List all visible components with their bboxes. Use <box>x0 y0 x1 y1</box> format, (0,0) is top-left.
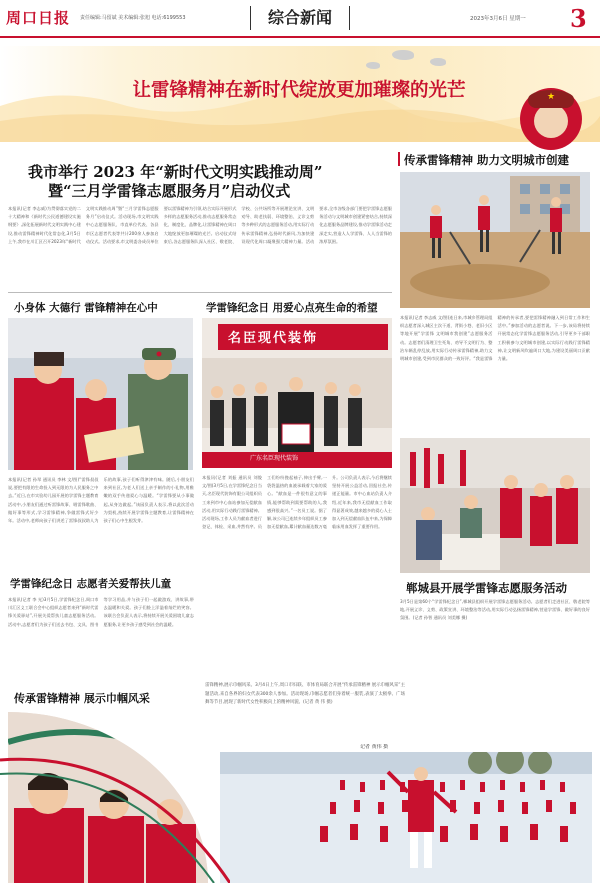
dove-icon <box>430 58 446 66</box>
accent-bar <box>398 152 400 166</box>
story-a-headline: 小身体 大德行 雷锋精神在心中 <box>14 302 158 314</box>
right-article-body: 本报讯(记者 李志威 文/图)连日来,市城乡管理局组织志愿者深入城区主次干道、背街小巷、老旧小区等地开展“学雷锋 文明城市我创建”志愿服务活动。志愿者们清理卫生死角、劝导不文明行为、整治车辆乱停乱放,用实际行动传承雷锋精神,助力文明城市创建,受到市民群众的一致好评。“我是雷锋精神的传承者,要把雷锋精神融入到日常工作和生活中。”参加活动的志愿者说。下一步,该局将持续开展常态化学雷锋志愿服务活动,引导更多干部职工积极参与文明城市创建,以实际行动践行雷锋精神,让文明新风吹遍周口大地,为建设美丽周口贡献力量。 <box>400 315 590 362</box>
kindergarten-illustration <box>8 318 193 470</box>
volunteer-service-photo <box>400 438 590 573</box>
volunteer-service-illustration <box>400 438 590 573</box>
story-c-headline: 学雷锋纪念日 志愿者关爱帮扶儿童 <box>10 578 172 590</box>
bottom-caption: 雷锋精神,展示巾帼风采。3月4日上午,周口市妇联、市体育局联合开展“传承雷锋精神 展示巾帼风采”主题活动,来自各界的妇女代表300余人参加。活动现场,巾帼志愿者们身着统一服装,表演了太极拳、广场舞等节目,展现了新时代女性积极向上的精神风貌。(记者 黄 伟 摄) <box>205 683 405 706</box>
banner-headline: 让雷锋精神在新时代绽放更加璀璨的光芒 <box>132 80 466 101</box>
editor-meta: 责任编辑:马留斌 美术编辑:张旭 电话:6199553 <box>80 15 186 21</box>
bottom-photo-credit: 记者 黄伟 摄 <box>360 744 389 750</box>
street-cleaning-illustration <box>400 172 590 308</box>
square-dance-photo <box>220 752 592 883</box>
newspaper-logo: 周口日报 <box>6 9 71 27</box>
photo-company-banner: 广东名臣现代装饰 <box>250 455 299 462</box>
square-dance-illustration <box>220 752 592 883</box>
divider <box>8 292 392 293</box>
right-headline-2: 郸城县开展学雷锋志愿服务活动 <box>406 581 567 595</box>
story-b-body: 本报讯(记者 刘振 通讯员 刘俊 文/图)3月5日,在学雷锋纪念日当天,名臣现代装饰有限公司组织员工来到市中心血站参加无偿献血活动,用实际行动践行雷锋精神。活动现场,工作人员为献血者进行登记、体检、采血,井然有序。员工们纷纷挽起袖子,伸出手臂,一袋袋温热的血液承载着大家的爱心。“献血是一件很有意义的事情,能够帮助到需要帮助的人,我感到很高兴。”一名员工说。据了解,该公司已连续多年组织员工参加无偿献血,累计献血量达数万毫升。公司负责人表示,今后将继续坚持开展公益活动,回报社会,传递正能量。市中心血站负责人介绍,近年来,我市无偿献血工作取得显著成效,越来越多的爱心人士加入到无偿献血队伍中来,为保障临床用血发挥了重要作用。 <box>202 475 392 530</box>
street-cleaning-photo <box>400 172 590 308</box>
portrait-face <box>534 104 568 138</box>
bottom-headline: 传承雷锋精神 展示巾帼风采 <box>14 692 150 705</box>
dove-icon <box>392 50 414 60</box>
story-c-body: 本报讯(记者 李 光)3月5日,学雷锋纪念日,周口市川汇区义工联合会中心组织志愿者来到“新时代雷锋关爱驿站”,开展关爱帮扶儿童志愿服务活动。活动中,志愿者们为孩子们送去书包、文具、图书等学习用品,并与孩子们一起做游戏、讲故事,带去温暖和关爱。孩子们脸上洋溢着灿烂的笑容。该联合会负责人表示,将持续开展关爱困境儿童志愿服务,让更多孩子感受到社会的温暖。 <box>8 597 194 627</box>
story-b-headline: 学雷锋纪念日 用爱心点亮生命的希望 <box>206 302 378 314</box>
kindergarten-photo <box>8 318 193 470</box>
dove-icon <box>366 62 380 69</box>
bottom-arc-decoration <box>0 740 230 883</box>
page-number: 3 <box>570 4 587 33</box>
photo-company-sign: 名臣现代装饰 <box>228 331 319 346</box>
main-headline-line2: 暨“三月学雷锋志愿服务月”启动仪式 <box>48 182 291 200</box>
section-title: 综合新闻 <box>250 6 350 30</box>
story-a-body: 本报讯(记者 孙翠 通讯员 李林 文/图)“雷锋叔叔说,要把有限的生命投入到无限的为人民服务之中去。”近日,在市实验幼儿园开展的学雷锋主题教育活动中,小朋友们通过听雷锋故事、唱雷锋歌曲、做好事等形式,学习雷锋精神,争做雷锋式好少年。活动中,老师向孩子们讲述了雷锋叔叔助人为乐的故事,孩子们听得津津有味。随后,小朋友们来到社区,为老人们送上亲手制作的小礼物,用稚嫩的双手传递爱心与温暖。“学雷锋要从小事做起,从身边做起。”该园负责人表示,将以此次活动为契机,持续开展学雷锋主题教育,让雷锋精神在孩子们心中生根发芽。 <box>8 477 194 524</box>
main-headline-line1: 我市举行 2023 年“新时代文明实践推动周” <box>28 163 323 181</box>
issue-date: 2023年3月6日 星期一 <box>470 16 526 22</box>
star-icon: ★ <box>547 92 556 102</box>
right-article-body-2: 3月5日是第60个“学雷锋纪念日”,郸城县组织开展学雷锋志愿服务活动。志愿者们走进社区、敬老院等地,开展义诊、义剪、政策宣讲、环境整治等活动,用实际行动弘扬雷锋精神,营造学雷锋、做好事的良好氛围。(记者 孙智 通讯员 刘美娜 摄) <box>400 599 590 621</box>
right-headline: 传承雷锋精神 助力文明城市创建 <box>404 153 570 167</box>
main-article-body: 本报讯(记者 李志威)为贯彻落实党的二十大精神和《新时代公民道德建设实施纲要》,深化拓展新时代文明实践中心建设,推动雷锋精神时代化常态化,3月5日上午,我市在川汇区召开2023年“新时代文明实践推动周”暨“三月学雷锋志愿服务月”启动仪式。活动现场,市文明实践中心志愿服务队、市直单位代表、各县市区志愿者代表等共计200余人参加启动仪式。活动要求,市文明委各成员单位要以雷锋精神为引领,结合实际开展形式多样的志愿服务活动,推动志愿服务常态化、制度化、品牌化,让雷锋精神在周口大地绽放更加璀璨的光芒。启动仪式结束后,各志愿服务队深入社区、敬老院、学校、公共场所等开展理论宣讲、文明劝导、助老扶弱、环境整治、义诊义剪等多种形式的志愿服务活动,用实际行动传承雷锋精神,弘扬时代新风,为加快建设现代化周口凝聚强大精神力量。活动要求,全市各级各部门要把学雷锋志愿服务活动与文明城市创建紧密结合,持续深化志愿服务品牌建设,推动学雷锋活动走深走实,营造人人学雷锋、人人当雷锋的浓厚氛围。 <box>8 206 392 244</box>
